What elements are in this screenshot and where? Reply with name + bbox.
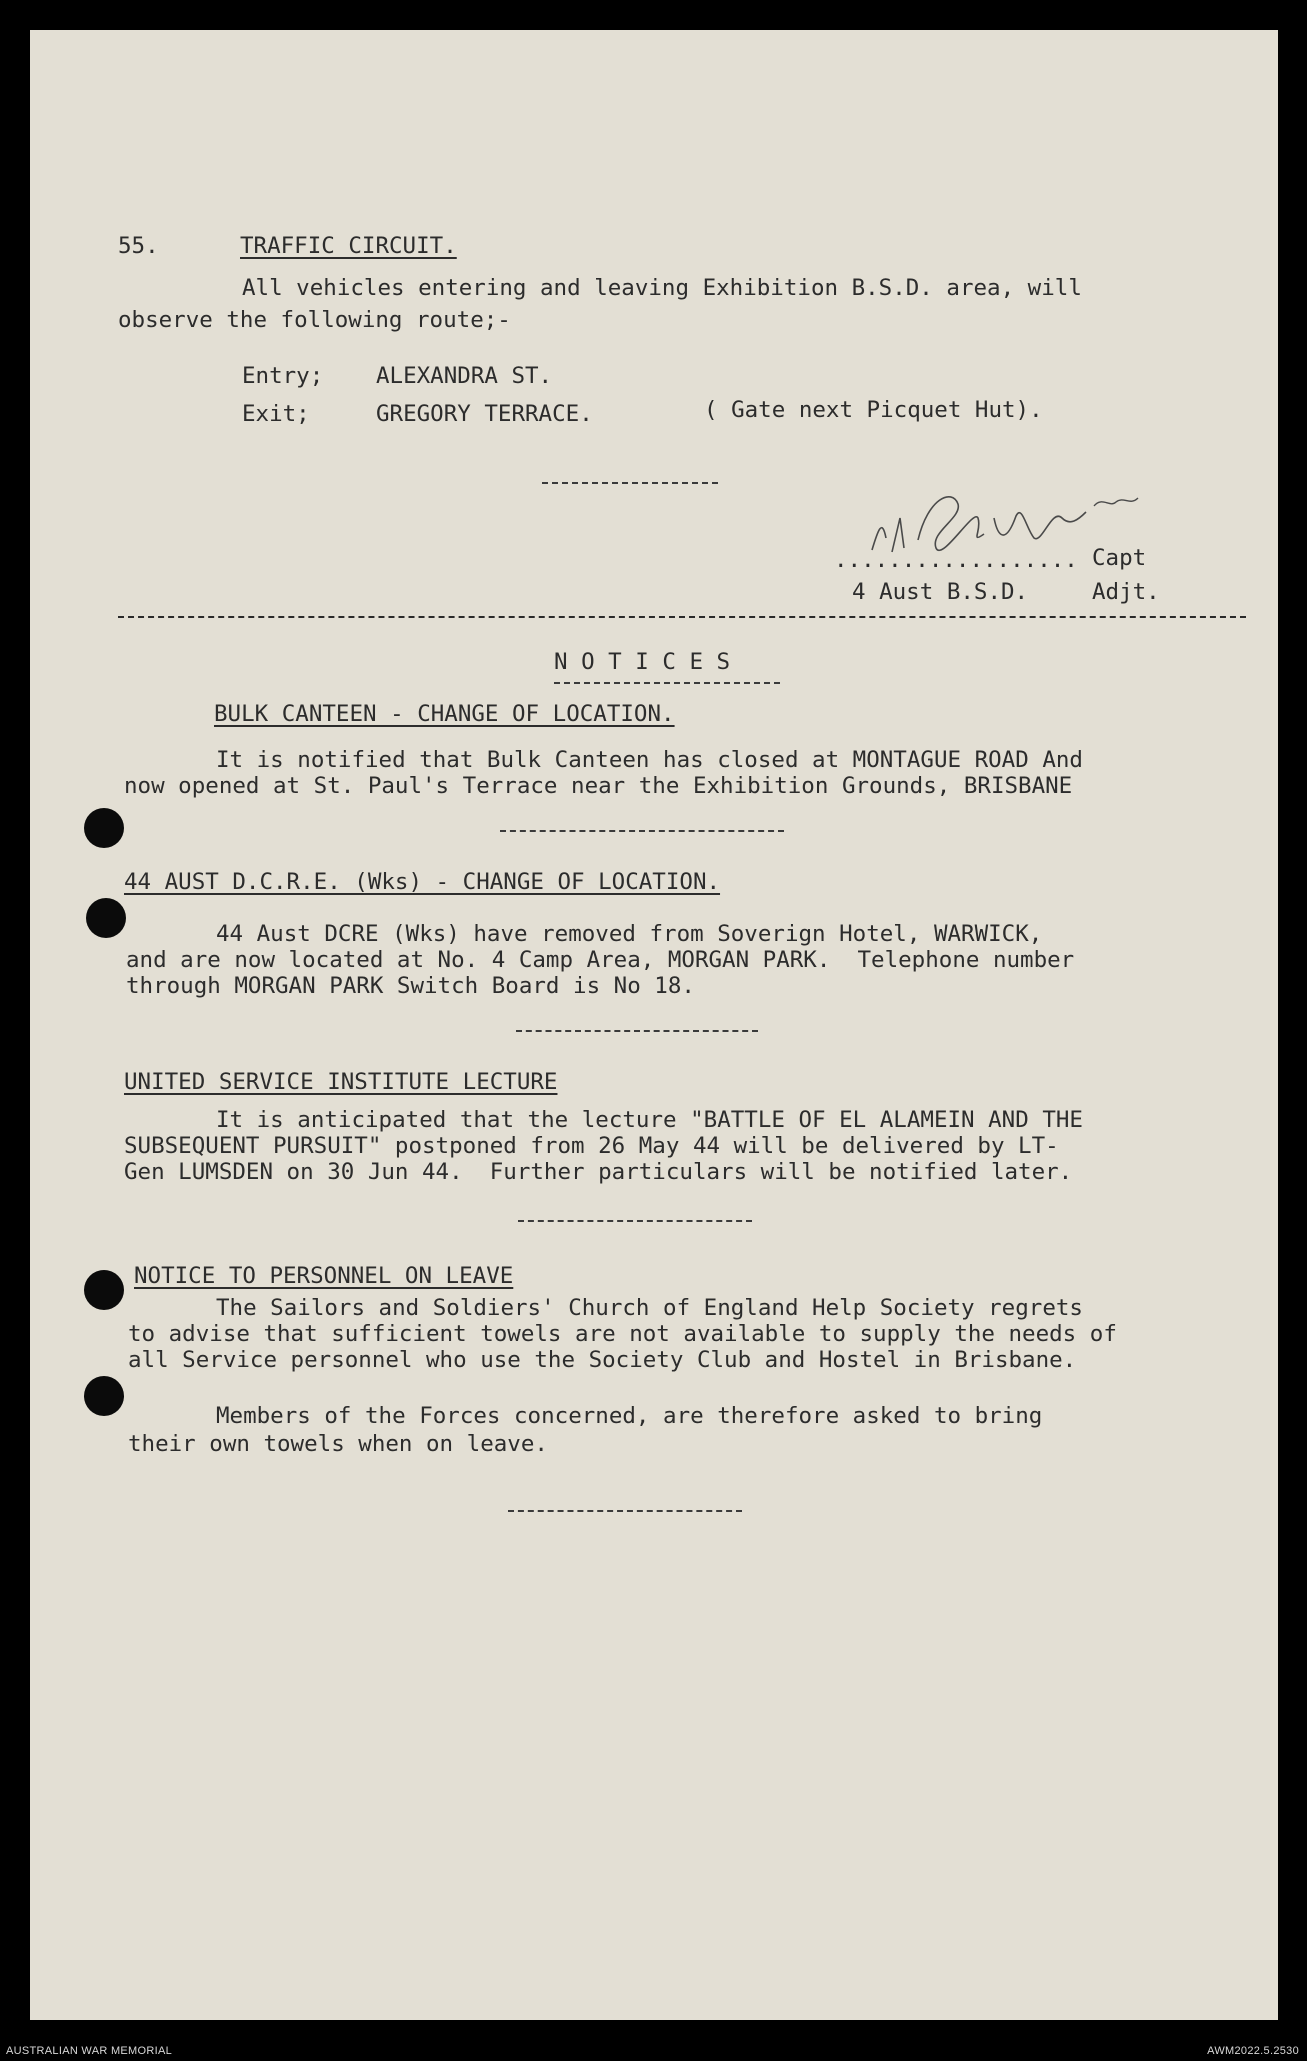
route-exit-label: Exit; bbox=[242, 401, 310, 427]
punch-hole bbox=[84, 1376, 124, 1416]
notice-4-line-1: The Sailors and Soldiers' Church of England Help Society regrets bbox=[216, 1295, 1083, 1321]
route-entry-value: ALEXANDRA ST. bbox=[376, 363, 553, 389]
notice-4-line-3: all Service personnel who use the Society Club and Hostel in Brisbane. bbox=[128, 1347, 1077, 1373]
separator bbox=[500, 830, 784, 832]
punch-hole bbox=[86, 898, 126, 938]
notice-3-title: UNITED SERVICE INSTITUTE LECTURE bbox=[124, 1069, 558, 1095]
notices-heading: N O T I C E S bbox=[554, 649, 731, 675]
signature-rank: Capt bbox=[1092, 545, 1147, 571]
notice-3-line-1: It is anticipated that the lecture "BATTLE OF EL ALAMEIN AND THE bbox=[216, 1107, 1083, 1133]
punch-hole bbox=[84, 808, 124, 848]
section-55-body-line-2: observe the following route;- bbox=[118, 307, 511, 333]
notice-2-line-3: through MORGAN PARK Switch Board is No 18. bbox=[126, 973, 695, 999]
section-55-body-line-1: All vehicles entering and leaving Exhibition B.S.D. area, will bbox=[242, 275, 1082, 301]
notice-4-line-4: Members of the Forces concerned, are therefore asked to bring bbox=[216, 1403, 1043, 1429]
notice-4-title: NOTICE TO PERSONNEL ON LEAVE bbox=[134, 1263, 514, 1289]
notices-heading-underline bbox=[554, 682, 780, 684]
route-entry-label: Entry; bbox=[242, 363, 324, 389]
notice-2-line-2: and are now located at No. 4 Camp Area, MORGAN PARK. Telephone number bbox=[126, 947, 1075, 973]
separator bbox=[542, 482, 718, 484]
notice-1-line-2: now opened at St. Paul's Terrace near the Exhibition Grounds, BRISBANE bbox=[124, 773, 1073, 799]
horizontal-rule bbox=[118, 616, 1246, 618]
section-55-title: TRAFFIC CIRCUIT. bbox=[240, 233, 457, 259]
notice-2-title: 44 AUST D.C.R.E. (Wks) - CHANGE OF LOCATION. bbox=[124, 869, 721, 895]
notice-4-line-2: to advise that sufficient towels are not available to supply the needs of bbox=[128, 1321, 1117, 1347]
punch-hole bbox=[84, 1270, 124, 1310]
section-55-number: 55. bbox=[118, 233, 159, 259]
notice-2-line-1: 44 Aust DCRE (Wks) have removed from Soverign Hotel, WARWICK, bbox=[216, 921, 1043, 947]
route-exit-note: ( Gate next Picquet Hut). bbox=[704, 397, 1043, 423]
route-exit-value: GREGORY TERRACE. bbox=[376, 401, 593, 427]
notice-1-line-1: It is notified that Bulk Canteen has closed at MONTAGUE ROAD And bbox=[216, 747, 1083, 773]
notice-1-title: BULK CANTEEN - CHANGE OF LOCATION. bbox=[214, 701, 675, 727]
signature-dots: .................. bbox=[834, 547, 1078, 573]
separator bbox=[518, 1220, 752, 1222]
footer-institution: AUSTRALIAN WAR MEMORIAL bbox=[6, 2045, 173, 2057]
separator bbox=[508, 1510, 742, 1512]
document-page bbox=[30, 30, 1278, 2020]
signature-appointment: Adjt. bbox=[1092, 579, 1160, 605]
notice-3-line-2: SUBSEQUENT PURSUIT" postponed from 26 May 44 will be delivered by LT- bbox=[124, 1133, 1059, 1159]
notice-4-line-5: their own towels when on leave. bbox=[128, 1431, 548, 1457]
separator bbox=[516, 1030, 758, 1032]
footer-accession-number: AWM2022.5.2530 bbox=[1207, 2045, 1299, 2057]
notice-3-line-3: Gen LUMSDEN on 30 Jun 44. Further particulars will be notified later. bbox=[124, 1159, 1073, 1185]
signature-unit: 4 Aust B.S.D. bbox=[852, 579, 1029, 605]
